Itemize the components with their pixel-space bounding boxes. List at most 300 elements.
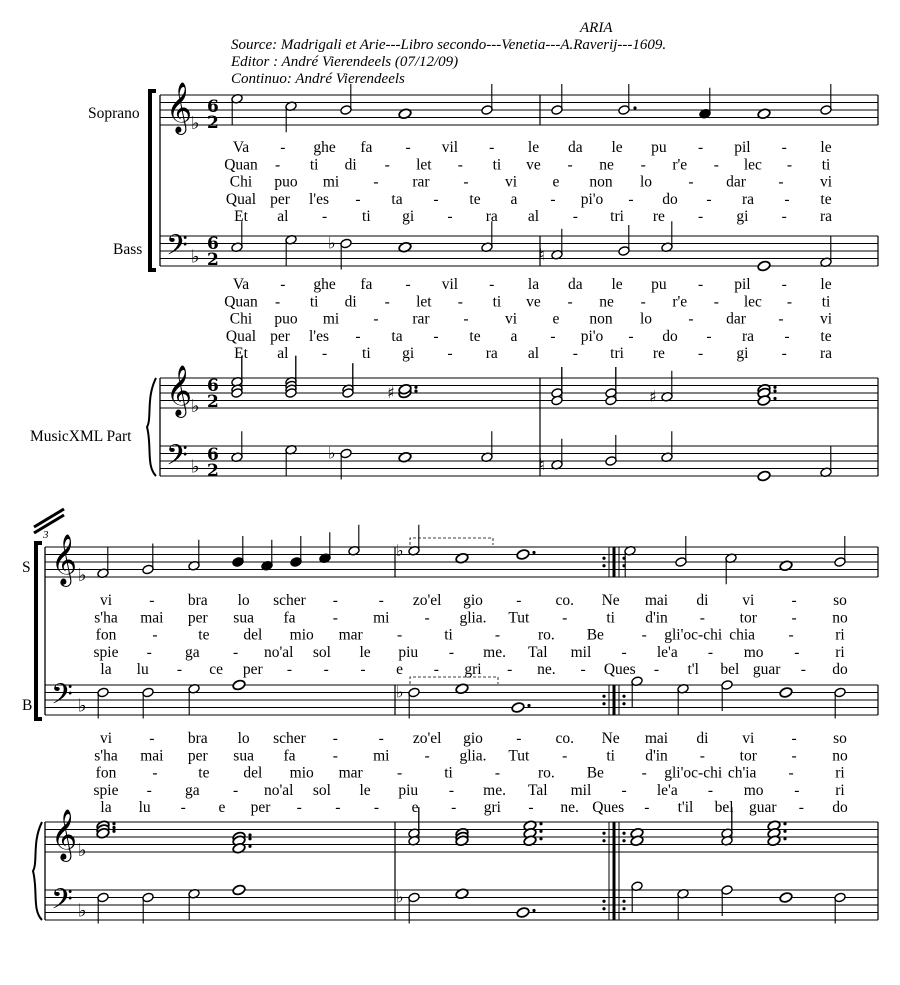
lyric-hyphen: - bbox=[628, 190, 634, 208]
lyric-syllable: mar bbox=[338, 626, 363, 644]
lyric-syllable: a bbox=[510, 327, 518, 345]
lyric-syllable: ghe bbox=[313, 139, 336, 156]
dot bbox=[773, 397, 776, 400]
key-signature-flat-icon: ♭ bbox=[191, 456, 200, 478]
lyric-hyphen: - bbox=[621, 781, 627, 799]
lyric-syllable: pi'o bbox=[580, 190, 604, 208]
dot bbox=[112, 830, 115, 833]
lyric-hyphen: - bbox=[463, 310, 469, 328]
lyric-syllable: ti bbox=[309, 156, 319, 174]
lyric-syllable: Qual bbox=[225, 327, 257, 345]
notehead bbox=[779, 892, 793, 904]
repeat-dot bbox=[602, 557, 605, 560]
lyric-syllable: Quan bbox=[224, 156, 258, 174]
lyric-syllable: sol bbox=[312, 781, 331, 799]
lyric-hyphen: - bbox=[494, 764, 501, 782]
lyric-syllable: ti bbox=[606, 747, 615, 765]
lyric-hyphen: - bbox=[699, 609, 705, 627]
lyric-hyphen: - bbox=[360, 661, 366, 679]
lyric-syllable: piu bbox=[398, 643, 419, 661]
lyric-syllable: glia. bbox=[459, 747, 487, 765]
bass-clef-icon: 𝄢 bbox=[166, 229, 188, 269]
repeat-dot bbox=[622, 702, 625, 705]
lyric-hyphen: - bbox=[791, 609, 797, 627]
key-signature-flat-icon: ♭ bbox=[78, 695, 87, 717]
label-soprano-short: S bbox=[22, 559, 31, 576]
lyric-syllable: sua bbox=[233, 747, 254, 765]
lyric-syllable: fa bbox=[360, 276, 373, 293]
lyric-syllable: chia bbox=[729, 626, 756, 644]
lyric-hyphen: - bbox=[507, 661, 513, 679]
lyric-hyphen: - bbox=[373, 173, 379, 191]
lyric-syllable: ti bbox=[492, 293, 502, 311]
bass-clef-icon: 𝄢 bbox=[51, 678, 73, 718]
lyric-syllable: vi bbox=[99, 730, 113, 747]
lyric-syllable: sol bbox=[312, 643, 331, 661]
lyric-syllable: so bbox=[833, 730, 847, 747]
timesig-top: 6 bbox=[207, 445, 219, 465]
dot bbox=[527, 704, 530, 707]
lyric-syllable: lo bbox=[639, 310, 653, 328]
lyric-syllable: Ques bbox=[603, 661, 636, 679]
lyric-syllable: mai bbox=[140, 747, 164, 765]
lyric-syllable: ri bbox=[835, 643, 845, 661]
lyric-hyphen: - bbox=[794, 643, 800, 661]
continuo-line: Continuo: André Vierendeels bbox=[231, 71, 405, 87]
lyric-syllable: vi bbox=[742, 592, 755, 609]
lyric-hyphen: - bbox=[355, 327, 361, 345]
lyric-hyphen: - bbox=[457, 293, 463, 311]
lyric-syllable: no'al bbox=[263, 643, 294, 661]
lyric-syllable: ra bbox=[485, 208, 498, 226]
lyric-syllable: ch'ia bbox=[727, 764, 757, 782]
editor-line: Editor : André Vierendeels (07/12/09) bbox=[231, 54, 459, 70]
repeat-dot bbox=[622, 695, 625, 698]
repeat-dot bbox=[622, 907, 625, 910]
lyric-hyphen: - bbox=[641, 626, 647, 644]
timesig-top: 6 bbox=[207, 376, 219, 396]
lyric-hyphen: - bbox=[424, 609, 430, 627]
lyric-syllable: vi bbox=[819, 173, 833, 191]
lyric-hyphen: - bbox=[640, 156, 646, 174]
lyric-syllable: del bbox=[243, 764, 263, 782]
lyric-syllable: l'es bbox=[308, 190, 330, 208]
lyric-syllable: ri bbox=[835, 764, 845, 782]
lyric-syllable: le bbox=[527, 139, 540, 156]
lyric-syllable: Va bbox=[232, 139, 250, 156]
lyric-hyphen: - bbox=[332, 592, 338, 609]
part-labels bbox=[22, 105, 142, 714]
lyric-hyphen: - bbox=[791, 730, 797, 747]
lyric-syllable: ta bbox=[391, 327, 403, 345]
lyric-hyphen: - bbox=[489, 276, 495, 293]
lyric-syllable: me. bbox=[483, 781, 506, 799]
key-signature-flat-icon: ♭ bbox=[191, 113, 200, 134]
lyric-syllable: le bbox=[820, 139, 832, 156]
lyric-hyphen: - bbox=[286, 661, 293, 679]
bass-clef-icon: 𝄢 bbox=[166, 439, 188, 479]
bass-clef-icon: 𝄢 bbox=[51, 883, 73, 923]
repeat-dot bbox=[602, 564, 605, 567]
lyric-syllable: Tal bbox=[527, 781, 548, 799]
lyric-hyphen: - bbox=[550, 190, 556, 208]
timesig-top: 6 bbox=[207, 234, 219, 254]
lyric-syllable: gi bbox=[402, 208, 415, 226]
lyric-syllable: le'a bbox=[656, 781, 678, 799]
lyric-syllable: Ne bbox=[601, 730, 620, 747]
lyric-hyphen: - bbox=[528, 799, 534, 817]
lyric-syllable: puo bbox=[274, 310, 298, 328]
lyric-syllable: per bbox=[270, 190, 290, 208]
lyric-syllable: Ne bbox=[601, 592, 620, 609]
lyric-syllable: mil bbox=[570, 643, 592, 661]
lyric-syllable: le bbox=[611, 276, 623, 293]
lyric-syllable: gi bbox=[736, 208, 749, 226]
treble-clef-icon: 𝄞 bbox=[51, 534, 78, 585]
lyric-syllable: al bbox=[277, 208, 289, 226]
accidental-icon: ♯ bbox=[649, 386, 657, 406]
lyric-hyphen: - bbox=[451, 799, 457, 817]
lyric-hyphen: - bbox=[152, 626, 158, 644]
lyric-hyphen: - bbox=[699, 747, 705, 765]
lyric-syllable: piu bbox=[398, 781, 419, 799]
lyric-syllable: Tal bbox=[527, 643, 548, 661]
lyric-syllable: Et bbox=[234, 208, 248, 226]
lyric-hyphen: - bbox=[794, 781, 800, 799]
lyric-syllable: d'in bbox=[645, 609, 668, 627]
dot bbox=[414, 389, 417, 392]
lyric-hyphen: - bbox=[698, 139, 704, 156]
lyric-syllable: fa bbox=[283, 609, 296, 627]
lyric-syllable: ro. bbox=[538, 764, 555, 782]
lyric-syllable: a bbox=[510, 190, 518, 208]
lyric-syllable: per bbox=[187, 747, 208, 765]
lyric-syllable: te bbox=[198, 764, 210, 782]
repeat-dot bbox=[602, 702, 605, 705]
lyric-syllable: fon bbox=[95, 764, 117, 782]
repeat-dot bbox=[622, 839, 625, 842]
lyric-syllable: del bbox=[243, 626, 263, 644]
lyric-hyphen: - bbox=[788, 626, 794, 644]
lyric-syllable: Tut bbox=[508, 609, 530, 627]
lyric-syllable: le bbox=[359, 643, 371, 661]
accidental-icon: ♮ bbox=[539, 244, 545, 264]
dot bbox=[248, 845, 251, 848]
lyric-hyphen: - bbox=[653, 661, 660, 679]
lyric-syllable: fon bbox=[95, 626, 117, 644]
lyric-syllable: bel bbox=[720, 661, 740, 679]
lyric-syllable: scher bbox=[273, 730, 306, 747]
lyric-hyphen: - bbox=[494, 626, 501, 644]
lyric-syllable: d'in bbox=[645, 747, 668, 765]
lyric-syllable: fa bbox=[283, 747, 296, 765]
lyric-syllable: ra bbox=[741, 327, 755, 345]
lyric-syllable: al bbox=[277, 345, 289, 363]
title: ARIA bbox=[580, 20, 613, 36]
lyric-syllable: vi bbox=[742, 730, 755, 747]
lyric-syllable: da bbox=[567, 276, 583, 293]
lyric-syllable: vi bbox=[99, 592, 113, 609]
lyric-syllable: gli'oc-chi bbox=[664, 626, 723, 644]
lyric-hyphen: - bbox=[332, 730, 338, 747]
lyric-hyphen: - bbox=[791, 747, 797, 765]
lyric-hyphen: - bbox=[448, 643, 454, 661]
lyric-hyphen: - bbox=[706, 190, 712, 208]
lyric-syllable: ra bbox=[819, 345, 833, 363]
lyric-syllable: e bbox=[396, 661, 404, 679]
lyric-hyphen: - bbox=[274, 156, 281, 174]
lyric-syllable: ra bbox=[819, 208, 833, 226]
lyric-syllable: di bbox=[696, 592, 709, 609]
lyric-syllable: do bbox=[832, 661, 848, 679]
timesig-top: 6 bbox=[207, 97, 219, 117]
lyric-syllable: tri bbox=[610, 208, 624, 226]
lyric-hyphen: - bbox=[180, 799, 186, 817]
lyric-syllable: Chi bbox=[229, 310, 253, 328]
dot bbox=[532, 909, 535, 912]
lyric-hyphen: - bbox=[781, 139, 787, 156]
lyric-syllable: non bbox=[589, 310, 613, 328]
lyric-syllable: mai bbox=[644, 592, 669, 609]
lyric-hyphen: - bbox=[784, 190, 790, 208]
lyric-hyphen: - bbox=[384, 293, 390, 311]
lyric-hyphen: - bbox=[644, 799, 650, 817]
dot bbox=[773, 389, 776, 392]
lyric-hyphen: - bbox=[706, 327, 712, 345]
time-signatures bbox=[207, 97, 219, 481]
lyric-hyphen: - bbox=[688, 310, 694, 328]
lyric-hyphen: - bbox=[641, 764, 647, 782]
lyric-hyphen: - bbox=[232, 643, 239, 661]
lyric-syllable: ti bbox=[362, 208, 371, 226]
lyric-syllable: ti bbox=[309, 293, 319, 311]
lyric-syllable: Va bbox=[232, 276, 250, 293]
lyric-syllable: zo'el bbox=[412, 592, 442, 609]
lyric-syllable: let bbox=[416, 293, 432, 311]
piano-brace bbox=[33, 822, 42, 920]
lyric-hyphen: - bbox=[516, 730, 522, 747]
lyric-syllable: e bbox=[552, 173, 560, 191]
dot bbox=[783, 837, 786, 840]
lyric-syllable: spie bbox=[93, 781, 119, 799]
lyric-syllable: per bbox=[242, 661, 263, 679]
lyric-hyphen: - bbox=[280, 276, 286, 293]
lyric-syllable: fa bbox=[360, 139, 373, 156]
lyric-syllable: ri bbox=[835, 781, 845, 799]
lyric-hyphen: - bbox=[149, 592, 155, 609]
lyric-hyphen: - bbox=[146, 643, 152, 661]
lyric-hyphen: - bbox=[572, 345, 578, 363]
lyric-hyphen: - bbox=[321, 208, 328, 226]
lyric-syllable: Tut bbox=[508, 747, 530, 765]
repeat-dot bbox=[602, 832, 605, 835]
lyric-syllable: mar bbox=[338, 764, 363, 782]
lyric-syllable: ti bbox=[821, 293, 831, 311]
lyric-syllable: s'ha bbox=[94, 609, 118, 627]
lyric-syllable: ce bbox=[209, 661, 223, 679]
lyric-syllable: le bbox=[359, 781, 371, 799]
lyric-hyphen: - bbox=[397, 764, 403, 782]
lyric-syllable: mio bbox=[289, 626, 314, 644]
lyric-syllable: di bbox=[696, 730, 709, 747]
lyric-syllable: bel bbox=[714, 799, 734, 817]
lyric-hyphen: - bbox=[463, 173, 469, 191]
lyric-hyphen: - bbox=[373, 799, 380, 817]
lyric-syllable: ne. bbox=[537, 661, 556, 679]
lyric-hyphen: - bbox=[457, 156, 463, 174]
lyric-syllable: lec bbox=[743, 293, 762, 311]
lyric-hyphen: - bbox=[786, 156, 793, 174]
lyric-syllable: no'al bbox=[263, 781, 294, 799]
notehead bbox=[232, 679, 246, 691]
lyric-syllable: la bbox=[527, 276, 540, 293]
lyric-syllable: spie bbox=[93, 643, 119, 661]
ligature-bracket bbox=[410, 538, 493, 545]
lyric-syllable: me. bbox=[483, 643, 506, 661]
lyric-hyphen: - bbox=[567, 156, 573, 174]
accidental-icon: ♭ bbox=[396, 887, 404, 907]
lyric-hyphen: - bbox=[378, 730, 384, 747]
lyric-syllable: ve bbox=[526, 293, 541, 311]
lyric-syllable: ri bbox=[835, 626, 845, 644]
notehead bbox=[232, 884, 246, 896]
lyric-hyphen: - bbox=[791, 592, 797, 609]
lyric-syllable: te bbox=[820, 190, 832, 208]
lyric-hyphen: - bbox=[784, 327, 790, 345]
lyric-syllable: dar bbox=[726, 310, 746, 328]
lyric-syllable: pil bbox=[734, 276, 751, 293]
lyric-syllable: t'l bbox=[687, 661, 699, 679]
lyric-syllable: ga bbox=[185, 781, 200, 799]
lyric-syllable: scher bbox=[273, 592, 306, 609]
lyric-syllable: lec bbox=[743, 156, 762, 174]
lyric-syllable: t'il bbox=[677, 799, 694, 817]
lyric-syllable: do bbox=[662, 190, 678, 208]
lyric-syllable: pu bbox=[651, 139, 667, 156]
lyric-syllable: al bbox=[527, 208, 540, 226]
dot bbox=[539, 822, 542, 825]
lyric-syllable: r'e bbox=[672, 293, 688, 311]
lyric-syllable: per bbox=[270, 327, 290, 345]
lyric-hyphen: - bbox=[152, 764, 158, 782]
lyric-syllable: tri bbox=[610, 345, 624, 363]
lyric-syllable: e bbox=[218, 799, 226, 817]
lyric-hyphen: - bbox=[698, 276, 704, 293]
lyric-syllable: ti bbox=[444, 626, 453, 644]
notehead bbox=[516, 907, 530, 919]
lyric-syllable: le bbox=[611, 139, 623, 156]
repeat-dot bbox=[622, 900, 625, 903]
key-signature-flat-icon: ♭ bbox=[191, 396, 200, 417]
lyric-syllable: le bbox=[820, 276, 832, 293]
lyric-syllable: lo bbox=[237, 592, 250, 609]
lyric-syllable: no bbox=[832, 609, 848, 627]
lyric-hyphen: - bbox=[176, 661, 182, 679]
lyric-syllable: la bbox=[100, 799, 112, 817]
lyric-syllable: mio bbox=[289, 764, 314, 782]
treble-clef-icon: 𝄞 bbox=[51, 809, 78, 860]
lyric-syllable: ra bbox=[485, 345, 498, 363]
lyric-hyphen: - bbox=[580, 661, 586, 679]
lyric-syllable: la bbox=[100, 661, 112, 679]
lyric-hyphen: - bbox=[778, 173, 784, 191]
lyric-syllable: mi bbox=[322, 310, 340, 328]
dot bbox=[633, 106, 636, 109]
lyric-syllable: al bbox=[527, 345, 540, 363]
notehead bbox=[511, 702, 525, 714]
label-soprano: Soprano bbox=[88, 105, 140, 122]
lyric-syllable: vil bbox=[441, 139, 459, 156]
lyric-syllable: Be bbox=[586, 764, 604, 782]
lyric-hyphen: - bbox=[149, 730, 155, 747]
lyric-syllable: rar bbox=[412, 310, 430, 328]
lyric-syllable: pu bbox=[651, 276, 667, 293]
lyric-syllable: vi bbox=[504, 173, 518, 191]
lyric-hyphen: - bbox=[378, 592, 384, 609]
lyric-hyphen: - bbox=[355, 190, 361, 208]
lyric-syllable: ve bbox=[526, 156, 541, 174]
lyric-hyphen: - bbox=[621, 643, 627, 661]
lyric-syllable: te bbox=[820, 327, 832, 345]
lyric-hyphen: - bbox=[321, 345, 328, 363]
lyric-syllable: per bbox=[187, 609, 208, 627]
accidental-icon: ♭ bbox=[396, 540, 404, 560]
lyric-hyphen: - bbox=[447, 208, 453, 226]
label-bass-short: B bbox=[22, 697, 33, 714]
lyric-hyphen: - bbox=[778, 310, 784, 328]
lyric-syllable: r'e bbox=[672, 156, 688, 174]
lyric-syllable: ta bbox=[391, 190, 403, 208]
lyric-syllable: gio bbox=[463, 730, 483, 747]
lyric-syllable: co. bbox=[555, 592, 575, 609]
lyric-syllable: lu bbox=[138, 799, 151, 817]
dot bbox=[783, 830, 786, 833]
lyric-syllable: re bbox=[652, 208, 665, 226]
notehead bbox=[516, 549, 530, 561]
lyric-hyphen: - bbox=[332, 747, 338, 765]
lyric-syllable: l'es bbox=[308, 327, 330, 345]
lyric-syllable: so bbox=[833, 592, 847, 609]
lyric-syllable: ti bbox=[492, 156, 502, 174]
notehead bbox=[779, 687, 793, 699]
lyric-syllable: vi bbox=[819, 310, 833, 328]
notes bbox=[93, 84, 846, 924]
lyric-syllable: sua bbox=[233, 609, 254, 627]
lyric-syllable: lo bbox=[639, 173, 653, 191]
lyric-syllable: ga bbox=[185, 643, 200, 661]
lyric-hyphen: - bbox=[707, 643, 714, 661]
lyric-hyphen: - bbox=[274, 293, 281, 311]
dot bbox=[414, 386, 417, 389]
lyric-syllable: mo bbox=[743, 643, 764, 661]
accidental-icon: ♮ bbox=[539, 454, 545, 474]
lyric-hyphen: - bbox=[640, 293, 646, 311]
lyric-hyphen: - bbox=[332, 609, 338, 627]
lyric-syllable: zo'el bbox=[412, 730, 442, 747]
lyric-hyphen: - bbox=[447, 345, 453, 363]
lyric-hyphen: - bbox=[405, 276, 411, 293]
lyric-syllable: lu bbox=[136, 661, 149, 679]
accidental-icon: ♯ bbox=[387, 383, 395, 402]
lyric-syllable: ne bbox=[599, 156, 614, 174]
lyric-hyphen: - bbox=[433, 327, 439, 345]
lyric-hyphen: - bbox=[786, 293, 793, 311]
lyric-syllable: mai bbox=[644, 730, 669, 747]
lyric-syllable: pi'o bbox=[580, 327, 604, 345]
lyric-syllable: vi bbox=[504, 310, 518, 328]
lyric-hyphen: - bbox=[788, 764, 794, 782]
lyric-syllable: mai bbox=[140, 609, 164, 627]
